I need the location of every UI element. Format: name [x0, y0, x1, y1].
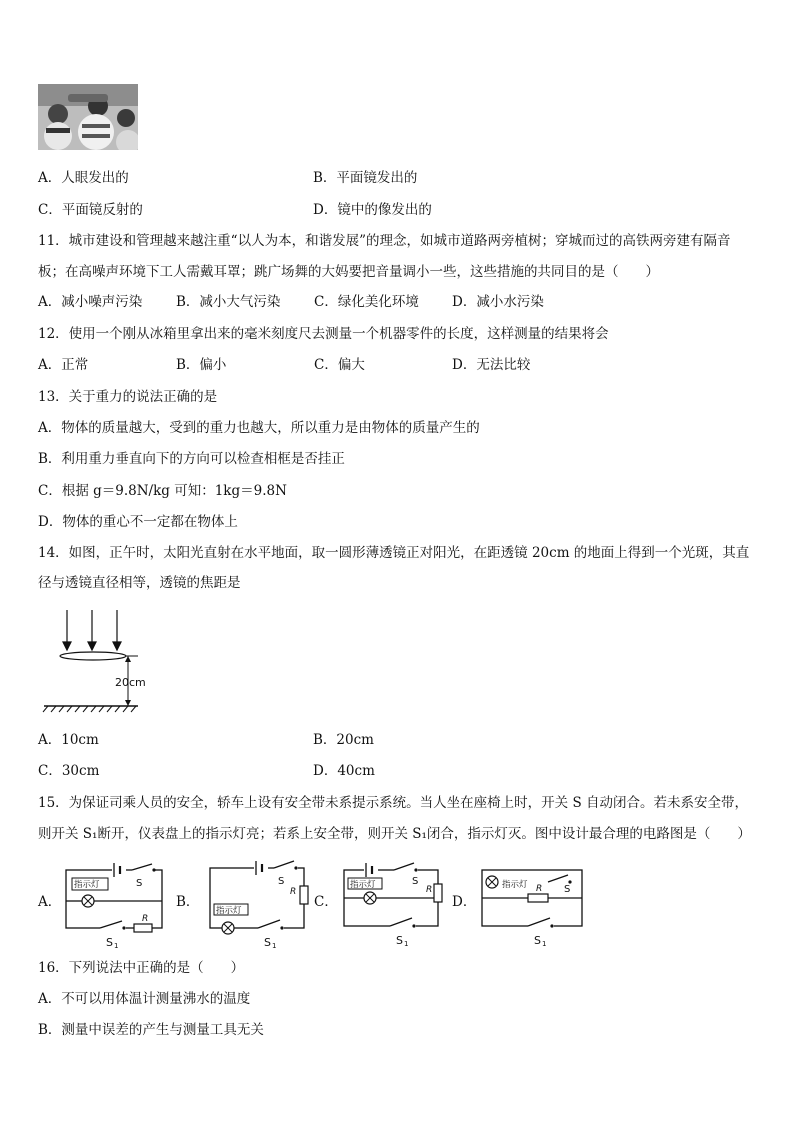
q15-a-switch-s-label: S — [136, 878, 143, 889]
q15-d-switch-s-label: S — [564, 884, 571, 895]
q15-circuit-a[interactable] — [62, 858, 166, 952]
q14-option-a[interactable]: A．10cm — [38, 732, 99, 748]
q15-d-lamp-label: 指示灯 — [502, 880, 528, 890]
q15-b-resistor-label: R — [290, 887, 297, 897]
q11-option-c[interactable]: C．绿化美化环境 — [314, 294, 419, 310]
q15-d-resistor-label: R — [536, 884, 543, 894]
q10-option-b[interactable]: B．平面镜发出的 — [313, 170, 418, 186]
q15-option-a-label[interactable]: A． — [38, 894, 62, 910]
q15-stem-line2: 则开关 S₁断开，仪表盘上的指示灯亮；若系上安全带，则开关 S₁闭合，指示灯灭。图中设计最合理的电路图是（ ） — [38, 826, 751, 842]
q14-option-c[interactable]: C．30cm — [38, 763, 100, 779]
q11-option-d[interactable]: D．减小水污染 — [452, 294, 544, 310]
q15-circuit-c[interactable] — [340, 858, 444, 952]
q14-distance-label: 20cm — [115, 676, 146, 689]
q16-stem: 16．下列说法中正确的是（ ） — [38, 960, 245, 976]
q15-d-switch-s1-label: S — [534, 934, 541, 947]
q10-option-c[interactable]: C．平面镜反射的 — [38, 202, 143, 218]
q15-d-switch-s1-sub: 1 — [542, 940, 547, 948]
q15-c-resistor-label: R — [426, 885, 433, 895]
question-photo — [38, 84, 138, 150]
q15-a-switch-s1-sub: 1 — [114, 942, 119, 948]
q11-option-a[interactable]: A．减小噪声污染 — [38, 294, 143, 310]
q15-option-b-label[interactable]: B． — [176, 894, 200, 910]
q11-stem-line2: 板；在高噪声环境下工人需戴耳罩；跳广场舞的大妈要把音量调小一些，这些措施的共同目的是（ ） — [38, 264, 659, 280]
q13-option-c[interactable]: C．根据 g＝9.8N/kg 可知：1kg＝9.8N — [38, 483, 287, 499]
q16-option-b[interactable]: B．测量中误差的产生与测量工具无关 — [38, 1022, 264, 1038]
q14-lens-figure — [38, 606, 158, 720]
q13-option-a[interactable]: A．物体的质量越大，受到的重力也越大，所以重力是由物体的质量产生的 — [38, 420, 480, 436]
q15-b-switch-s1-sub: 1 — [272, 942, 277, 948]
q15-a-lamp-label: 指示灯 — [74, 880, 100, 890]
q15-option-d-label[interactable]: D． — [452, 894, 477, 910]
q15-c-switch-s-label: S — [412, 876, 419, 887]
q13-option-b[interactable]: B．利用重力垂直向下的方向可以检查相框是否挂正 — [38, 451, 345, 467]
q15-b-lamp-label: 指示灯 — [216, 906, 242, 916]
q14-stem-line1: 14．如图，正午时，太阳光直射在水平地面，取一圆形薄透镜正对阳光，在距透镜 20cm 的地面上得到一个光斑，其直 — [38, 545, 750, 561]
q15-c-switch-s1-label: S — [396, 934, 403, 947]
q11-stem-line1: 11．城市建设和管理越来越注重“以人为本，和谐发展”的理念，如城市道路两旁植树；穿城而过的高铁两旁建有隔音 — [38, 233, 731, 249]
q16-option-a[interactable]: A．不可以用体温计测量沸水的温度 — [38, 991, 251, 1007]
q14-stem-line2: 径与透镜直径相等，透镜的焦距是 — [38, 575, 241, 591]
q15-circuit-d[interactable] — [478, 858, 588, 952]
q15-circuit-b[interactable] — [206, 856, 310, 952]
q15-a-resistor-label: R — [142, 914, 149, 924]
q13-option-d[interactable]: D．物体的重心不一定都在物体上 — [38, 514, 238, 530]
q12-option-b[interactable]: B．偏小 — [176, 357, 227, 373]
q15-b-switch-s-label: S — [278, 876, 285, 887]
q12-option-d[interactable]: D．无法比较 — [452, 357, 531, 373]
q14-option-b[interactable]: B．20cm — [313, 732, 374, 748]
q14-option-d[interactable]: D．40cm — [313, 763, 375, 779]
q15-c-lamp-label: 指示灯 — [350, 880, 376, 890]
q15-c-switch-s1-sub: 1 — [404, 940, 409, 948]
q10-option-d[interactable]: D．镜中的像发出的 — [313, 202, 432, 218]
q12-stem: 12．使用一个刚从冰箱里拿出来的毫米刻度尺去测量一个机器零件的长度，这样测量的结果将会 — [38, 326, 609, 342]
q11-option-b[interactable]: B．减小大气污染 — [176, 294, 281, 310]
q12-option-a[interactable]: A．正常 — [38, 357, 89, 373]
q15-stem-line1: 15．为保证司乘人员的安全，轿车上设有安全带未系提示系统。当人坐在座椅上时，开关 S 自动闭合。若未系安全带， — [38, 795, 749, 811]
q15-option-c-label[interactable]: C． — [314, 894, 338, 910]
q12-option-c[interactable]: C．偏大 — [314, 357, 365, 373]
q15-a-switch-s1-label: S — [106, 936, 113, 948]
q15-b-switch-s1-label: S — [264, 936, 271, 948]
q10-option-a[interactable]: A．人眼发出的 — [38, 170, 129, 186]
q13-stem: 13．关于重力的说法正确的是 — [38, 389, 218, 405]
